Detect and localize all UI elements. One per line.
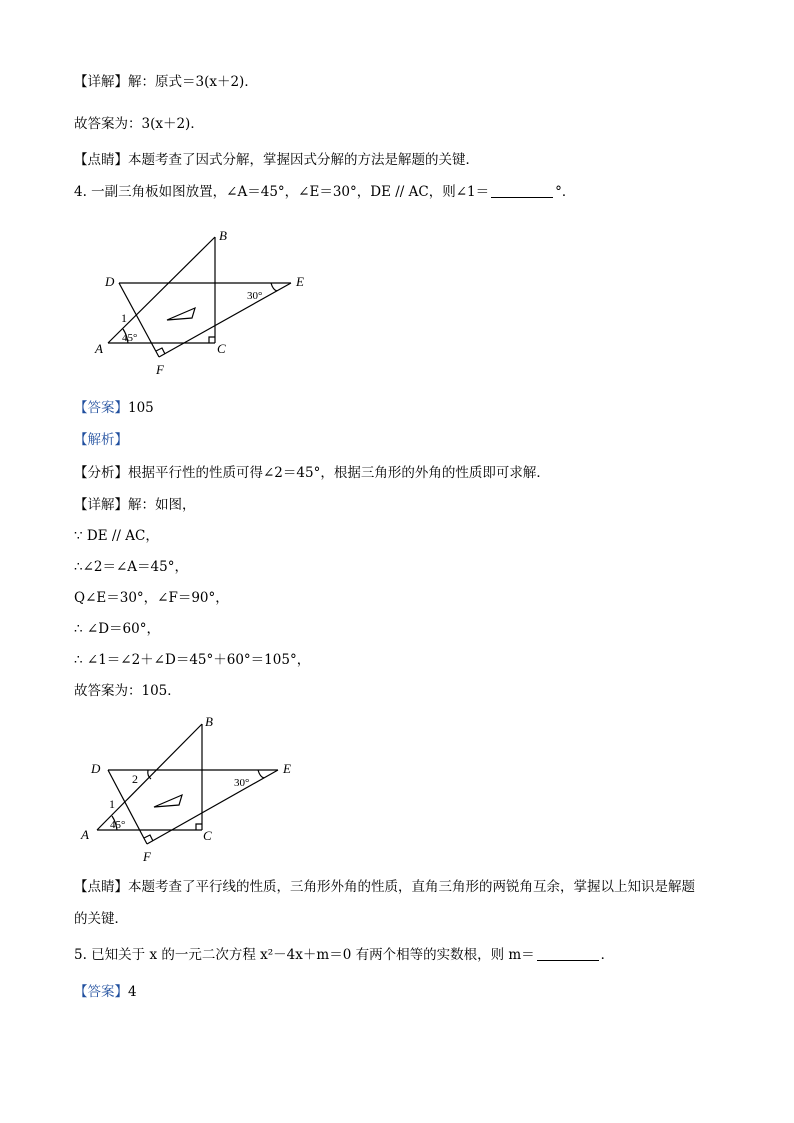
answer-blank [491,183,553,198]
label-A: A [81,827,89,842]
q4-step-2: ∴∠2＝∠A＝45°， [74,559,188,575]
q3-detail [74,72,258,92]
right-angle-C [209,337,215,343]
q3-answer: 故答案为：3(x＋2)． [74,116,204,132]
detail-tag: 【详解】 [74,74,128,90]
q4-comment [74,877,695,897]
label-angle-2: 2 [132,772,138,786]
comment-tag: 【点睛】 [74,152,128,168]
q3-comment [74,150,479,170]
label-angle-1: 1 [109,797,115,811]
label-E: E [296,274,304,289]
label-45: 45° [122,332,138,344]
q4-step-1: ∵ DE // AC， [74,528,159,544]
label-D: D [91,761,101,776]
q4-analysis-text: 根据平行性的性质可得∠2＝45°，根据三角形的外角的性质即可求解． [128,465,550,481]
label-B: B [205,714,213,729]
label-45: 45° [110,819,126,831]
inner-triangle [154,795,182,807]
q4-comment-line1: 本题考查了平行线的性质，三角形外角的性质，直角三角形的两锐角互余，掌握以上知识是解题 [128,879,695,895]
q4-stem [74,182,575,202]
inner-triangle [167,308,195,320]
q4-final: 故答案为：105． [74,683,181,699]
q4-step-5: ∴ ∠1＝∠2＋∠D＝45°＋60°＝105°， [74,652,311,668]
right-angle-C [196,824,202,830]
q5-answer-value: 4 [128,984,137,1000]
q5-answer [74,982,137,1002]
label-F: F [156,362,164,377]
label-30: 30° [234,777,250,789]
arc-30 [258,770,264,778]
q5-stem-after: ． [600,947,615,963]
q4-step-4: ∴ ∠D＝60°， [74,621,160,637]
label-E: E [283,761,291,776]
label-D: D [105,274,115,289]
answer-blank [537,946,599,961]
q4-stem-after: °． [555,184,576,200]
q4-detail [74,495,196,515]
label-30: 30° [247,290,263,302]
analysis-tag: 【解析】 [74,432,128,448]
q5-stem [74,945,614,965]
q4-answer [74,398,154,418]
label-C: C [203,828,212,843]
arc-30 [271,283,277,291]
q4-answer-value: 105 [128,400,154,416]
detail-tag: 【详解】 [74,497,128,513]
q4-analysis [74,463,550,483]
q4-analysis-tag [74,430,128,450]
label-F: F [143,849,151,864]
q4-detail-intro: 解：如图， [128,497,196,513]
label-B: B [219,228,227,243]
label-angle-1: 1 [121,311,127,325]
label-A: A [95,341,103,356]
answer-tag: 【答案】 [74,984,128,1000]
comment-tag: 【点睛】 [74,879,128,895]
q4-comment-line2: 的关键． [74,911,128,927]
q5-stem-before: 5. 已知关于 x 的一元二次方程 x²－4x＋m＝0 有两个相等的实数根，则 m＝ [74,947,535,963]
line-AB [108,237,215,343]
answer-tag: 【答案】 [74,400,128,416]
q3-comment-text: 本题考查了因式分解，掌握因式分解的方法是解题的关键． [128,152,479,168]
analysis-label: 【分析】 [74,465,128,481]
triangle-figure-2 [75,707,315,867]
line-FE [147,770,278,844]
q4-step-3: Q∠E＝30°，∠F＝90°， [74,590,229,606]
triangle-figure-1 [85,222,325,382]
q4-stem-before: 4. 一副三角板如图放置，∠A＝45°，∠E＝30°，DE // AC，则∠1＝ [74,184,490,200]
label-C: C [217,341,226,356]
q3-detail-text: 解：原式＝3(x＋2)． [128,74,258,90]
